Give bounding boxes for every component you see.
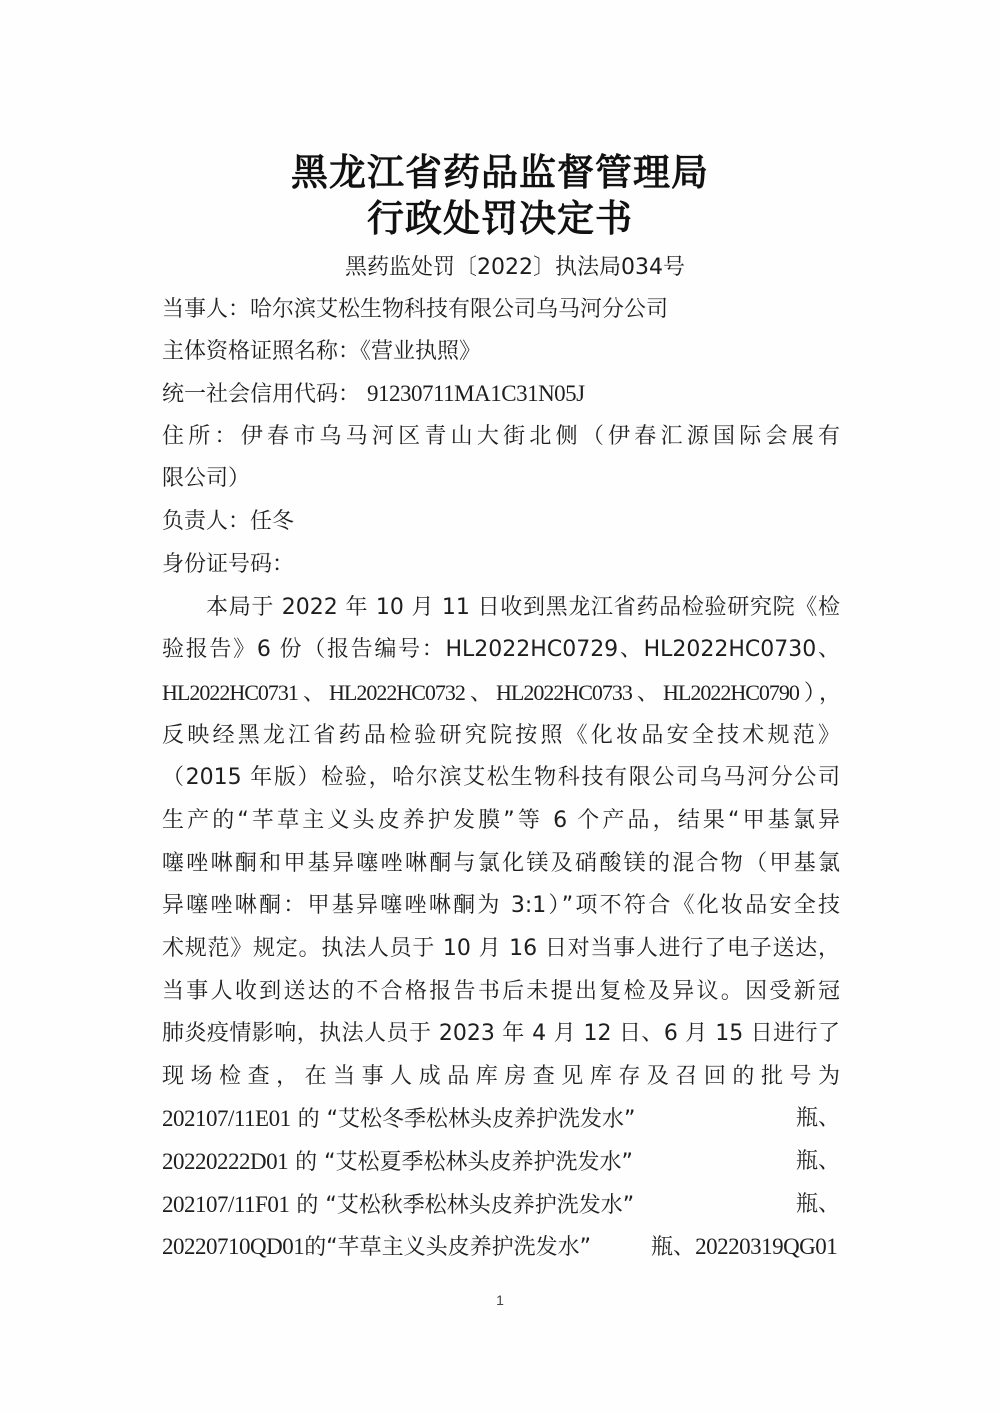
body-line: 生产的“芊草主义头皮养护发膜”等 6 个产品，结果“甲基氯异 — [162, 808, 840, 833]
page-title-agency: 黑龙江省药品监督管理局 — [291, 150, 709, 194]
product-name: “艾松夏季松林头皮养护洗发水” — [324, 1150, 633, 1175]
quantity-unit: 瓶、 — [795, 1106, 840, 1131]
address-value-line2: 限公司） — [162, 466, 251, 491]
batch-line-last — [162, 1231, 840, 1263]
batch-number: 202107/11F01 — [162, 1192, 290, 1217]
body-line: 反映经黑龙江省药品检验研究院按照《化妆品安全技术规范》 — [162, 723, 840, 748]
quantity-unit: 瓶、 — [795, 1192, 840, 1217]
batch-number: 20220222D01 — [162, 1149, 289, 1174]
product-name: “艾松冬季松林头皮养护洗发水” — [326, 1107, 636, 1132]
body-line: 验报告》6 份（报告编号：HL2022HC0729、HL2022HC0730、 — [162, 637, 840, 662]
batch-connector: 的 — [295, 1150, 318, 1175]
body-line: 术规范》规定。执法人员于 10 月 16 日对当事人进行了电子送达， — [162, 936, 840, 961]
credit-code-label: 统一社会信用代码： — [162, 382, 361, 407]
principal-row — [162, 506, 840, 538]
license-row — [162, 336, 840, 368]
batch-line — [162, 1146, 840, 1178]
principal-name: 任冬 — [250, 509, 295, 534]
body-line: （2015 年版）检验，哈尔滨艾松生物科技有限公司乌马河分公司 — [162, 765, 840, 790]
credit-code-row — [162, 378, 840, 410]
party-row — [162, 294, 840, 326]
page-number: 1 — [496, 1292, 504, 1308]
body-line: 噻唑啉酮和甲基异噻唑啉酮与氯化镁及硝酸镁的混合物（甲基氯 — [162, 851, 840, 876]
body-line: 肺炎疫情影响，执法人员于 2023 年 4 月 12 日、6 月 15 日进行了 — [162, 1021, 840, 1046]
body-line: 现场检查，在当事人成品库房查见库存及召回的批号为 — [162, 1064, 840, 1089]
principal-label: 负责人： — [162, 509, 251, 534]
credit-code-value: 91230711MA1C31N05J — [367, 381, 585, 406]
batch-number: 20220710QD01 — [162, 1234, 305, 1259]
address-label: 住所： — [162, 424, 241, 449]
body-line: HL2022HC0731、HL2022HC0732、HL2022HC0733、HL2022HC0790）， — [162, 680, 840, 705]
party-label: 当事人： — [162, 297, 251, 322]
page-title-document-type: 行政处罚决定书 — [367, 196, 633, 240]
product-name: “芊草主义头皮养护洗发水” — [326, 1235, 592, 1260]
id-number-redacted — [294, 555, 434, 575]
id-number-label: 身份证号码： — [162, 552, 295, 577]
body-line: 异噻唑啉酮：甲基异噻唑啉酮为 3:1）”项不符合《化妆品安全技 — [162, 893, 840, 918]
batch-number: 202107/11E01 — [162, 1106, 291, 1131]
party-name: 哈尔滨艾松生物科技有限公司乌马河分公司 — [250, 297, 669, 322]
batch-connector: 的 — [296, 1193, 319, 1218]
product-name: “艾松秋季松林头皮养护洗发水” — [325, 1193, 635, 1218]
quantity-unit: 瓶、 — [651, 1235, 696, 1260]
batch-connector: 的 — [304, 1235, 327, 1260]
license-label: 主体资格证照名称： — [162, 339, 361, 364]
batch-line — [162, 1103, 840, 1135]
address-value-line1: 伊春市乌马河区青山大街北侧（伊春汇源国际会展有 — [240, 424, 840, 449]
document-number: 黑药监处罚〔2022〕执法局034号 — [345, 255, 685, 280]
id-number-row — [162, 549, 840, 581]
license-name: 《营业执照》 — [360, 339, 482, 364]
batch-line — [162, 1189, 840, 1221]
address-row — [162, 421, 840, 453]
batch-connector: 的 — [297, 1107, 320, 1132]
address-row-continued — [162, 463, 840, 495]
batch-number-next: 20220319QG01 — [695, 1234, 838, 1259]
body-line: 当事人收到送达的不合格报告书后未提出复检及异议。因受新冠 — [162, 979, 840, 1004]
body-line: 本局于 2022 年 10 月 11 日收到黑龙江省药品检验研究院《检 — [206, 595, 840, 620]
quantity-unit: 瓶、 — [795, 1149, 840, 1174]
